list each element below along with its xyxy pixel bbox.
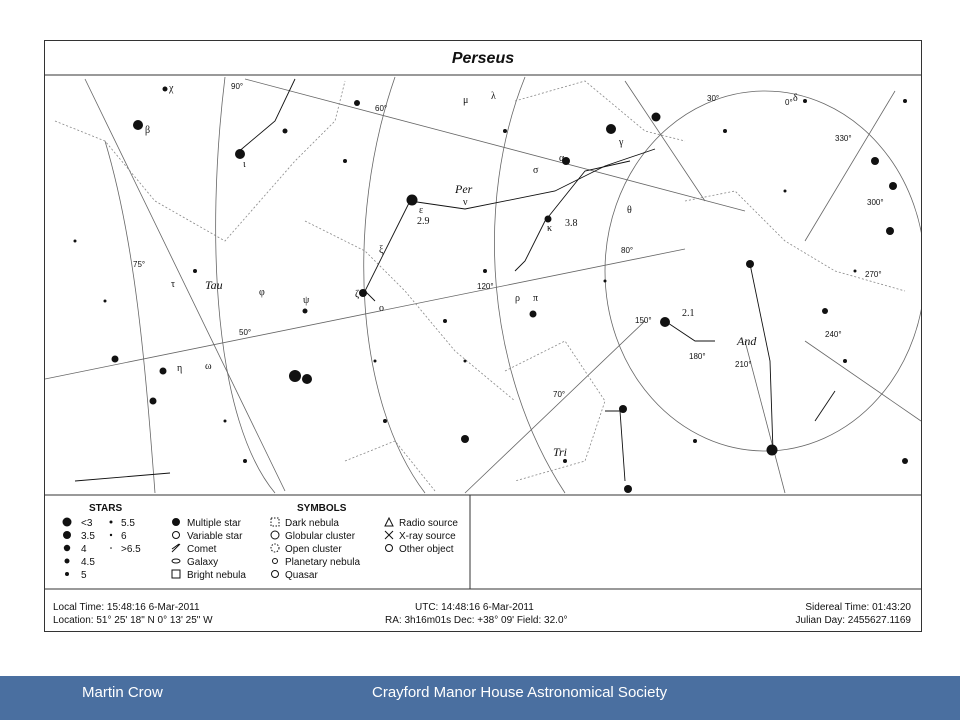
- star: [530, 311, 537, 318]
- star: [374, 360, 377, 363]
- star: [483, 269, 487, 273]
- star-label: μ: [463, 95, 469, 106]
- legend-mag-symbol: [110, 521, 113, 524]
- legend-symbols-heading: SYMBOLS: [297, 503, 347, 514]
- star: [871, 157, 879, 165]
- other-object-icon: [386, 545, 393, 552]
- star-label: ε: [419, 205, 424, 216]
- star: [545, 216, 552, 223]
- radio-source-icon: [385, 518, 393, 526]
- star: [624, 485, 632, 493]
- degree-label: 50°: [239, 328, 252, 337]
- star: [767, 445, 778, 456]
- legend-mag: >6.5: [121, 544, 141, 555]
- star-label: κ: [547, 223, 553, 234]
- star-label: o: [379, 303, 384, 314]
- star: [746, 260, 754, 268]
- sidereal-time: Sidereal Time: 01:43:20: [805, 602, 911, 613]
- star: [243, 459, 247, 463]
- star: [112, 356, 119, 363]
- legend-mag: 5.5: [121, 518, 135, 529]
- legend-mag-symbol: [63, 518, 72, 527]
- star-label: γ: [619, 137, 624, 148]
- location: Location: 51° 25' 18" N 0° 13' 25" W: [53, 615, 213, 626]
- legend-mag-symbol: [64, 545, 70, 551]
- star: [224, 420, 227, 423]
- legend-symbol-label: Dark nebula: [285, 518, 339, 529]
- degree-label: 120°: [477, 282, 494, 291]
- legend-symbols: [172, 503, 458, 581]
- degree-label: 240°: [825, 330, 842, 339]
- star: [74, 240, 77, 243]
- legend-symbol-label: Quasar: [285, 570, 318, 581]
- star-label: τ: [171, 279, 176, 290]
- star-label: ζ: [355, 289, 360, 300]
- star: [160, 368, 167, 375]
- star-label: χ: [169, 83, 174, 94]
- star-label: φ: [259, 287, 265, 298]
- constellation-label-and: And: [737, 334, 757, 348]
- legend-symbol-label: Globular cluster: [285, 531, 356, 542]
- footer-author: Martin Crow: [82, 684, 163, 701]
- legend-stars-heading: STARS: [89, 503, 123, 514]
- star: [723, 129, 727, 133]
- local-time: Local Time: 15:48:16 6-Mar-2011: [53, 602, 200, 613]
- galaxy-icon: [172, 559, 180, 563]
- degree-label: 0°: [785, 98, 793, 107]
- legend-symbol-label: Multiple star: [187, 518, 241, 529]
- legend-mag-symbol: [65, 572, 69, 576]
- star-label: λ: [491, 91, 496, 102]
- multiple-star-icon: [173, 519, 180, 526]
- chart-title: Perseus: [451, 50, 515, 67]
- degree-label: 30°: [707, 94, 720, 103]
- legend-symbol-label: Other object: [399, 544, 454, 555]
- magnitude-label: 2.1: [682, 308, 695, 319]
- star-label: ι: [243, 159, 246, 170]
- star: [604, 280, 607, 283]
- star: [383, 419, 387, 423]
- star-label: σ: [533, 165, 539, 176]
- star-label: ω: [205, 361, 212, 372]
- degree-label: 150°: [635, 316, 652, 325]
- star: [660, 317, 670, 327]
- star: [289, 370, 301, 382]
- star-chart: [44, 40, 922, 632]
- star-map: [45, 41, 921, 631]
- star: [163, 87, 168, 92]
- star: [902, 458, 908, 464]
- star: [443, 319, 447, 323]
- degree-label: 210°: [735, 360, 752, 369]
- legend-stars: [63, 503, 142, 581]
- legend-symbol-label: Open cluster: [285, 544, 342, 555]
- comet-icon: [172, 544, 180, 552]
- star: [133, 120, 143, 130]
- asterism-lines: [75, 79, 835, 481]
- legend-symbol-label: Bright nebula: [187, 570, 246, 581]
- legend-mag: 4: [81, 544, 87, 555]
- degree-label: 180°: [689, 352, 706, 361]
- star: [784, 190, 787, 193]
- star: [503, 129, 507, 133]
- constellation-label-tri: Tri: [553, 445, 568, 459]
- legend-mag: 6: [121, 531, 127, 542]
- star: [303, 309, 308, 314]
- star: [235, 149, 245, 159]
- legend-mag: 3.5: [81, 531, 95, 542]
- bright-nebula-icon: [172, 570, 180, 578]
- magnitude-label: 3.8: [565, 218, 578, 229]
- degree-label: 80°: [621, 246, 634, 255]
- constellation-label-tau: Tau: [205, 278, 223, 292]
- constellation-label-per: Per: [455, 182, 473, 196]
- star: [104, 300, 107, 303]
- star: [886, 227, 894, 235]
- star-label: ν: [463, 197, 468, 208]
- degree-label: 90°: [231, 82, 244, 91]
- star: [693, 439, 697, 443]
- legend-mag: <3: [81, 518, 93, 529]
- legend-symbol-label: Galaxy: [187, 557, 219, 568]
- star: [193, 269, 197, 273]
- star: [854, 270, 857, 273]
- star: [302, 374, 312, 384]
- legend-mag-symbol: [110, 547, 112, 549]
- degree-label: 70°: [553, 390, 566, 399]
- ra-dec-field: RA: 3h16m01s Dec: +38° 09' Field: 32.0°: [385, 615, 568, 626]
- degree-label: 330°: [835, 134, 852, 143]
- star: [563, 459, 567, 463]
- utc-time: UTC: 14:48:16 6-Mar-2011: [415, 602, 534, 613]
- star: [150, 398, 157, 405]
- map-area: [45, 77, 921, 493]
- star-label: β: [145, 125, 151, 136]
- degree-label: 75°: [133, 260, 146, 269]
- star: [822, 308, 828, 314]
- dark-nebula-icon: [271, 518, 279, 526]
- degree-label: 60°: [375, 104, 388, 113]
- legend-mag: 5: [81, 570, 87, 581]
- open-cluster-icon: [271, 544, 279, 552]
- star: [464, 360, 467, 363]
- star: [407, 195, 418, 206]
- x-ray-source-icon: [385, 531, 393, 539]
- footer-bar: [0, 676, 960, 720]
- star: [652, 113, 661, 122]
- legend-mag-symbol: [65, 559, 70, 564]
- degree-label: 270°: [865, 270, 882, 279]
- star: [606, 124, 616, 134]
- star: [461, 435, 469, 443]
- degree-label: 300°: [867, 198, 884, 207]
- star-label: ξ: [379, 245, 384, 256]
- variable-star-icon: [173, 532, 180, 539]
- star: [343, 159, 347, 163]
- legend-symbol-label: Comet: [187, 544, 217, 555]
- star-label: θ: [627, 205, 632, 216]
- legend-mag-symbol: [63, 531, 71, 539]
- legend-symbol-label: Variable star: [187, 531, 243, 542]
- star: [803, 99, 807, 103]
- legend-symbol-label: Planetary nebula: [285, 557, 361, 568]
- footer-society: Crayford Manor House Astronomical Society: [372, 684, 668, 701]
- legend-mag: 4.5: [81, 557, 95, 568]
- legend-symbol-label: X-ray source: [399, 531, 456, 542]
- star: [619, 405, 627, 413]
- star-label: η: [177, 363, 183, 374]
- star: [889, 182, 897, 190]
- planetary-nebula-icon: [273, 559, 278, 564]
- star-label: ψ: [303, 295, 310, 306]
- star: [843, 359, 847, 363]
- quasar-icon: [272, 571, 279, 578]
- star-label: π: [533, 293, 539, 304]
- magnitude-label: 2.9: [417, 216, 430, 227]
- star: [903, 99, 907, 103]
- julian-day: Julian Day: 2455627.1169: [795, 615, 911, 626]
- star-label: α: [559, 153, 565, 164]
- star-label: ρ: [515, 293, 520, 304]
- star: [354, 100, 360, 106]
- legend-symbol-label: Radio source: [399, 518, 458, 529]
- legend-mag-symbol: [110, 534, 112, 536]
- star: [359, 289, 367, 297]
- globular-cluster-icon: [271, 531, 279, 539]
- star: [283, 129, 288, 134]
- star-label: δ: [793, 93, 798, 104]
